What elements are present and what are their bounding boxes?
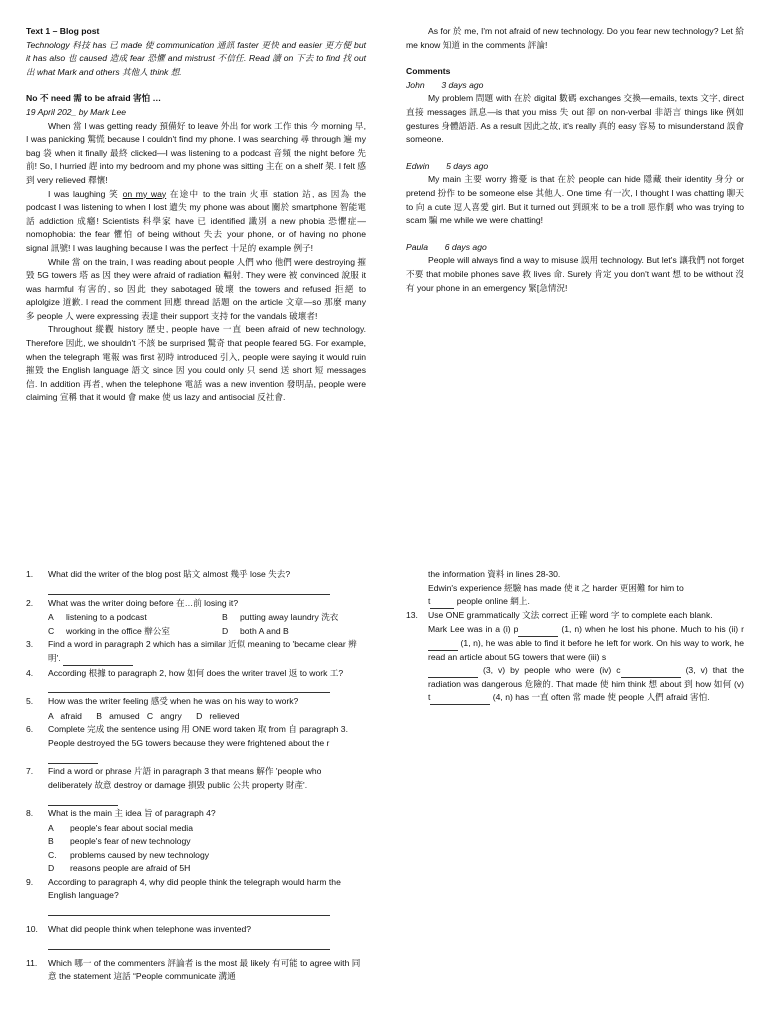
question-text: Find a word or phrase 片語 in paragraph 3 that means 解作 'people who deliberately 故意 destroy or damage 損毀 public 公共 property 財產'. — [48, 766, 322, 790]
question-2 — [26, 597, 364, 611]
question-sentence: People destroyed the 5G towers because they were frightened about the r — [48, 737, 330, 748]
answer-line[interactable] — [48, 583, 330, 595]
comment-time: 5 days ago — [446, 160, 489, 171]
answer-blank[interactable] — [428, 667, 478, 678]
question-9 — [26, 876, 364, 903]
question-text: Complete 完成 the sentence using 用 ONE word taken 取 from 自 paragraph 3. — [48, 724, 348, 735]
question-7 — [26, 765, 364, 806]
blog-column — [26, 25, 366, 405]
question-number: 6. — [26, 724, 34, 735]
question-13 — [406, 609, 744, 623]
option-letter[interactable]: D — [48, 863, 55, 874]
comment-text: My problem 問題 with 在於 digital 數碼 exchanges 交換—emails, texts 文字, direct 直接 messages 訊息—is that you miss 失 out 卻 on non-verbal 非語言 things like 例如 gestures 身體語語. As a result 因此之故, it's really 真的 easy 容易 to misunderstand 誤會 someone. — [406, 93, 744, 145]
question-text: Find a word in paragraph 2 which has a similar 近似 meaning to 'became clear 辨明'. — [48, 639, 357, 663]
paragraph-4: Throughout 縱觀 history 歷史, people have 一直 been afraid of new technology. Therefore 因此, we shouldn't 不該 be surprised 驚奇 that people feared 5G. For example, when the telegraph 電報 was first 初時 introduced 引入, people were saying it would ruin 摧毀 the English language 語文 since 因 you could only 只 send 送 short 短 messages 信. In addition 再者, when the telephone 電話 was a new invention 發明品, people were claiming 宣稱 that it would 會 make 使 us lazy and antisocial 反社會. — [26, 324, 366, 403]
answer-blank[interactable] — [430, 598, 454, 609]
comment-text: People will always find a way to misuse 誤用 technology. But let's 讓我們 not forget 不要 that mobile phones save 救 lives 命. Surely 肯定 you don't want 想 to be without 沒有 your phone in an emergency 緊[急情況! — [406, 255, 744, 293]
cloze-text: (3, v) by people who were (iv) c — [478, 665, 621, 676]
question-text: Use ONE grammatically 文法 correct 正確 word 字 to complete each blank. — [428, 609, 713, 620]
option-list — [48, 822, 364, 876]
comment-time: 3 days ago — [441, 79, 484, 90]
question-10 — [26, 923, 364, 937]
question-8 — [26, 807, 364, 821]
question-number: 11. — [26, 957, 38, 968]
comment-meta — [406, 160, 744, 174]
questions-left — [26, 568, 364, 985]
question-text: What is the main 主 idea 旨 of paragraph 4? — [48, 807, 216, 818]
option-row[interactable]: A afraid B amused C angry D relieved — [48, 710, 240, 721]
paragraph-2-underlined-phrase: on my way — [122, 188, 167, 199]
question-number: 9. — [26, 876, 34, 887]
paragraph-2-start: I was laughing 笑 — [48, 188, 123, 199]
question-5 — [26, 695, 364, 709]
paragraph-2-end: 在途中 to the train 火車 station 站, as 因為 the podcast I was listening to when I lost 遺失 my phone was about 關於 smartphone 智能電話 addiction 成癮! Scientists 科學家 have 已 identified 識別 a new phobia 恐懼症—nomophobia: the fear 懼怕 of being without 失去 your phone, or of having no phone signal 訊號! I was laughing because I was the perfect 十足的 example 例子! — [26, 188, 366, 253]
question-number: 10. — [26, 924, 38, 935]
cloze-text: (3, v) that the radiation was dangerous 危險的. That made 使 him think 想 about 到 how 如何 (v) t — [428, 665, 744, 703]
option-letter[interactable]: A — [48, 612, 54, 623]
cloze-text: (1, n), he was able to find it before he left for work. On his way to work, he read an article about 5G towers that were (iii) s — [428, 637, 744, 662]
comment-text: My main 主要 worry 擔憂 is that 在於 people can hide 隱藏 their identity 身分 or pretend 扮作 to be someone else 其他人. One time 有一次, I thought I was chatting 聊天 to 向 a cute 逗人喜愛 girl. But it turned out 到頭來 to be a troll 惡作劇 who was trying to scam 騙 me while we were chatting! — [406, 174, 744, 226]
comment-author: Paula — [406, 241, 428, 252]
question-text: What did people think when telephone was invented? — [48, 924, 252, 935]
option-letter[interactable]: B — [48, 836, 54, 847]
blank-suffix: people online 網上. — [454, 596, 530, 607]
blog-dateline: 19 April 202_ by Mark Lee — [26, 106, 126, 117]
option-text[interactable]: reasons people are afraid of 5H — [70, 863, 191, 874]
option-letter[interactable]: A — [48, 822, 54, 833]
option-text[interactable]: working in the office 辦公室 — [66, 625, 170, 636]
question-number: 4. — [26, 667, 34, 678]
cloze-passage — [428, 623, 744, 705]
question-number: 3. — [26, 639, 34, 650]
text-heading: Text 1 – Blog post — [26, 26, 100, 36]
questions-right — [406, 568, 744, 705]
cloze-text: Mark Lee was in a (i) p — [428, 624, 519, 635]
question-number: 13. — [406, 609, 418, 620]
option-letter[interactable]: D — [222, 625, 229, 636]
answer-blank[interactable] — [428, 640, 458, 651]
question-12-blank-line — [428, 595, 744, 609]
question-text: What was the writer doing before 在…前 losing it? — [48, 597, 239, 608]
option-text[interactable]: people's fear of new technology — [70, 836, 191, 847]
comment-meta — [406, 79, 744, 93]
comment-author: Edwin — [406, 160, 430, 171]
answer-blank[interactable] — [518, 626, 558, 637]
blank-prefix: t — [428, 596, 431, 607]
question-12-continued: the information 資料 in lines 28-30. — [428, 569, 561, 579]
answer-blank[interactable] — [430, 694, 490, 705]
answer-line[interactable] — [48, 904, 330, 916]
answer-line[interactable] — [48, 938, 330, 950]
option-text[interactable]: putting away laundry 洗衣 — [240, 612, 339, 623]
question-text: According 根據 to paragraph 2, how 如何 does the writer travel 返 to work 工? — [48, 667, 344, 678]
question-number: 8. — [26, 807, 34, 818]
question-3 — [26, 638, 364, 665]
question-4 — [26, 667, 364, 681]
comment-author: John — [406, 79, 425, 90]
paragraph-5: As for 於 me, I'm not afraid of new technology. Do you fear new technology? Let 給 me know 知道 in the comments 評論! — [406, 26, 744, 50]
answer-blank[interactable] — [63, 655, 133, 666]
option-text[interactable]: listening to a podcast — [66, 612, 147, 623]
answer-blank[interactable] — [48, 795, 118, 806]
question-text: According to paragraph 4, why did people think the telegraph would harm the English language? — [48, 876, 341, 901]
option-text[interactable]: problems caused by new technology — [70, 849, 210, 860]
comments-heading: Comments — [406, 66, 451, 77]
option-text[interactable]: both A and B — [240, 625, 289, 636]
answer-blank[interactable] — [48, 753, 98, 764]
question-number: 7. — [26, 766, 34, 777]
paragraph-1: When 當 I was getting ready 預備好 to leave 外出 for work 工作 this 今 morning 早, I was panicking 驚慌 because I couldn't find my phone. I was searching 尋 through 遍 my bag 袋 when it finally 最終 clicked—I was listening to a podcast 音頻 the night before 先前! So, I hurried 趕 into my bedroom and my phone was sitting 主在 on a shelf 架. I felt 感到 very relieved 釋懷! — [26, 120, 366, 185]
question-text: Which 哪一 of the commenters 評論者 is the most 最 likely 有可能 to agree with 同意 the statement 這話 “People communicate 溝通 — [48, 957, 361, 982]
question-text: How was the writer feeling 感受 when he was on his way to work? — [48, 696, 299, 707]
option-text[interactable]: people's fear about social media — [70, 822, 193, 833]
comment-time: 6 days ago — [444, 241, 487, 252]
comments-column — [406, 25, 744, 295]
question-number: 5. — [26, 696, 34, 707]
blog-intro: Technology 科技 has 已 made 使 communication 通訊 faster 更快 and easier 更方便 but it has also 也 caused 造成 fear 恐懼 and mistrust 不信任. Read 讀 on 下去 to find 找 out 出 what Mark and others 其他人 think 想. — [26, 39, 366, 77]
option-letter[interactable]: B — [222, 612, 228, 623]
cloze-text: (4, n) has 一直 often 常 made 使 people 人們 afraid 害怕. — [490, 692, 710, 703]
question-number: 1. — [26, 569, 34, 579]
question-1 — [26, 568, 364, 582]
paragraph-3: While 當 on the train, I was reading about people 人們 who 他們 were destroying 摧毀 5G towers 塔 as 因 they were afraid of radiation 輻射. They were 被 convinced 說服 it was harmful 有害的, so 因此 they sabotaged 破壞 the towers and refused 拒絕 to aplolgize 道歉. I read the comment 回應 thread 話題 on the article 文章—so 那麼 many 多 people 人 were expressing 表達 their support 支持 for the vandals 破壞者! — [26, 256, 366, 321]
question-number: 2. — [26, 597, 34, 608]
option-letter[interactable]: C — [48, 625, 55, 636]
paragraph-2 — [26, 188, 366, 256]
question-12-text: Edwin's experience 經驗 has made 使 it 之 harder 更困難 for him to — [428, 582, 684, 593]
cloze-text: (1, n) when he lost his phone. Much to his (ii) r — [558, 624, 744, 635]
option-grid — [48, 611, 364, 638]
question-text: What did the writer of the blog post 貼文 almost 幾乎 lose 失去? — [48, 569, 291, 579]
question-6 — [26, 723, 364, 764]
option-letter[interactable]: C. — [48, 849, 57, 860]
answer-blank[interactable] — [621, 667, 681, 678]
comment-meta — [406, 241, 744, 255]
answer-line[interactable] — [48, 681, 330, 693]
question-11 — [26, 957, 364, 984]
blog-title: No 不 need 需 to be afraid 害怕 … — [26, 93, 162, 104]
